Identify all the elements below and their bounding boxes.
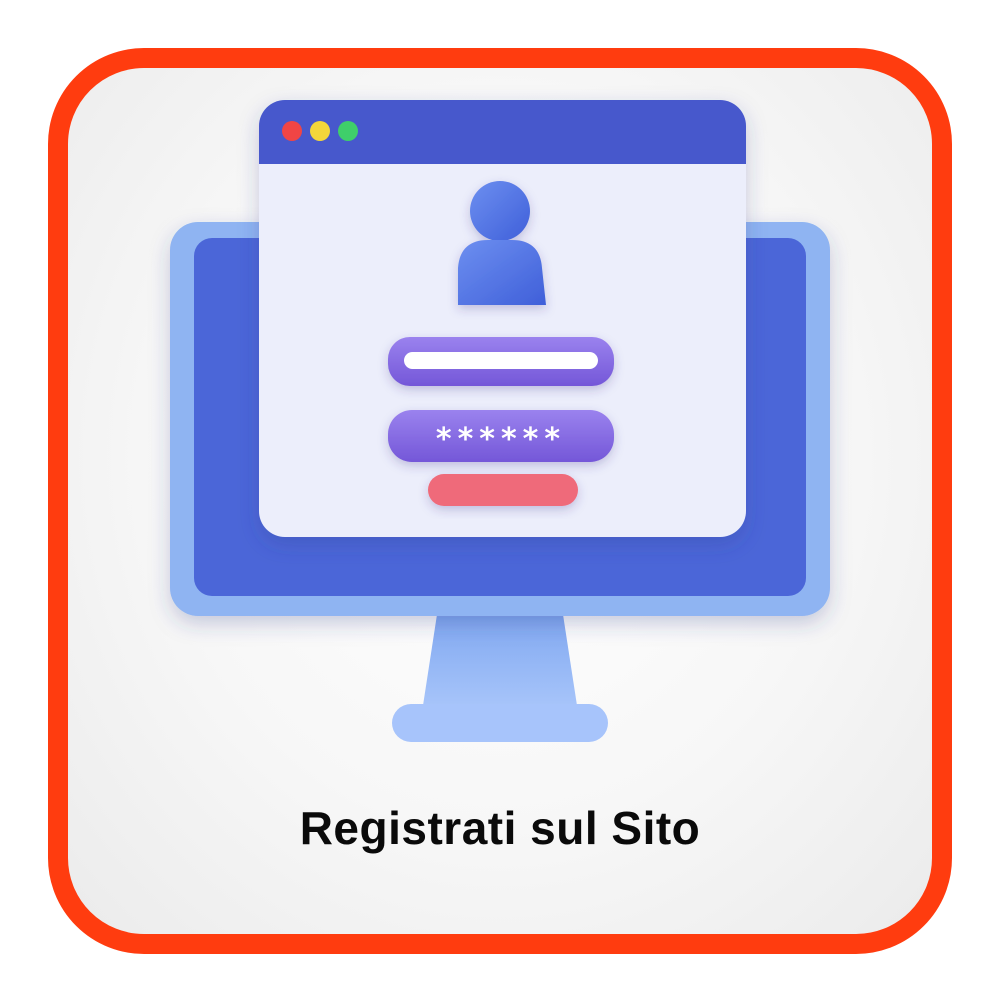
submit-button[interactable]	[428, 474, 578, 506]
password-mask: ******	[435, 422, 567, 457]
window-minimize-dot[interactable]	[310, 121, 330, 141]
monitor-stand	[392, 608, 608, 742]
login-window	[259, 100, 746, 537]
window-close-dot[interactable]	[282, 121, 302, 141]
password-field[interactable]	[388, 410, 614, 462]
caption-title: Registrati sul Sito	[299, 802, 701, 854]
username-field[interactable]	[388, 337, 614, 386]
window-maximize-dot[interactable]	[338, 121, 358, 141]
